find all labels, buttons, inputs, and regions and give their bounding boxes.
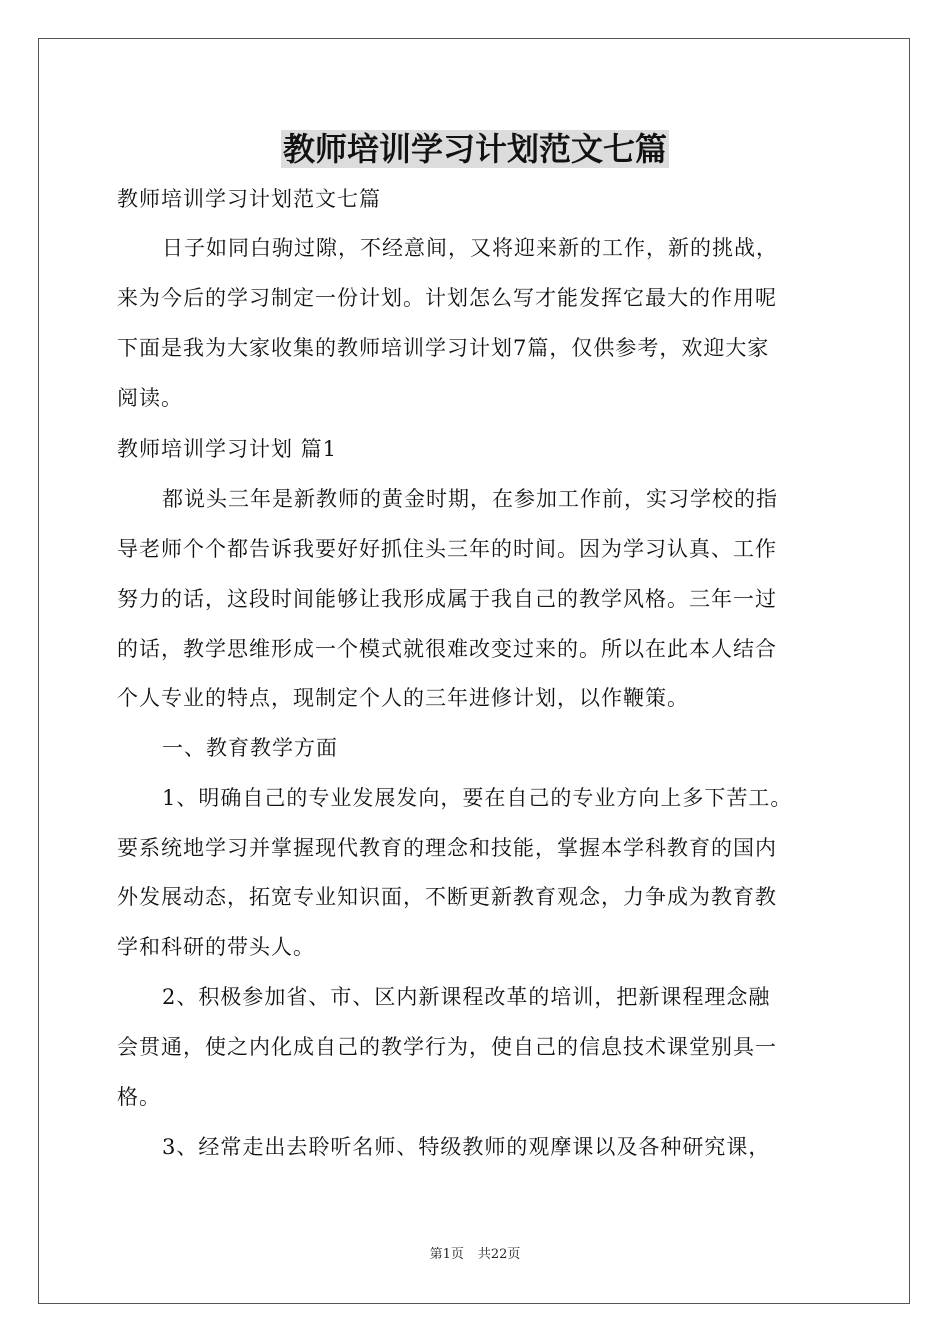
section-heading: 教师培训学习计划 篇1 [117, 437, 338, 461]
paragraph-line: 都说头三年是新教师的黄金时期，在参加工作前，实习学校的指 [162, 487, 778, 511]
document-title-text: 教师培训学习计划范文七篇 [282, 130, 667, 168]
page-border [38, 38, 910, 1304]
document-title [0, 126, 950, 172]
paragraph-line: 3、经常走出去聆听名师、特级教师的观摩课以及各种研究课， [162, 1135, 771, 1159]
paragraph-line: 来为今后的学习制定一份计划。计划怎么写才能发挥它最大的作用呢 [117, 286, 777, 310]
paragraph-line: 学和科研的带头人。 [117, 935, 315, 959]
paragraph-line: 会贯通，使之内化成自己的教学行为，使自己的信息技术课堂别具一 [117, 1035, 777, 1059]
page-total: 共22页 [477, 1247, 521, 1262]
paragraph-line: 个人专业的特点，现制定个人的三年进修计划，以作鞭策。 [117, 686, 689, 710]
paragraph-line: 下面是我为大家收集的教师培训学习计划7篇，仅供参考，欢迎大家 [117, 336, 770, 360]
paragraph-line: 阅读。 [117, 386, 183, 410]
document-subtitle: 教师培训学习计划范文七篇 [117, 187, 381, 211]
subsection-heading: 一、教育教学方面 [162, 736, 338, 760]
paragraph-line: 格。 [117, 1085, 161, 1109]
paragraph-line: 外发展动态，拓宽专业知识面，不断更新教育观念，力争成为教育教 [117, 885, 777, 909]
paragraph-line: 努力的话，这段时间能够让我形成属于我自己的教学风格。三年一过 [117, 587, 777, 611]
page-footer [0, 1246, 950, 1264]
paragraph-line: 日子如同白驹过隙，不经意间，又将迎来新的工作，新的挑战， [162, 236, 778, 260]
paragraph-line: 2、积极参加省、市、区内新课程改革的培训，把新课程理念融 [162, 985, 771, 1009]
paragraph-line: 要系统地学习并掌握现代教育的理念和技能，掌握本学科教育的国内 [117, 836, 777, 860]
paragraph-line: 导老师个个都告诉我要好好抓住头三年的时间。因为学习认真、工作 [117, 537, 777, 561]
paragraph-line: 的话，教学思维形成一个模式就很难改变过来的。所以在此本人结合 [117, 637, 777, 661]
page-number: 第1页 [429, 1247, 464, 1262]
paragraph-line: 1、明确自己的专业发展发向，要在自己的专业方向上多下苦工。 [162, 786, 793, 810]
